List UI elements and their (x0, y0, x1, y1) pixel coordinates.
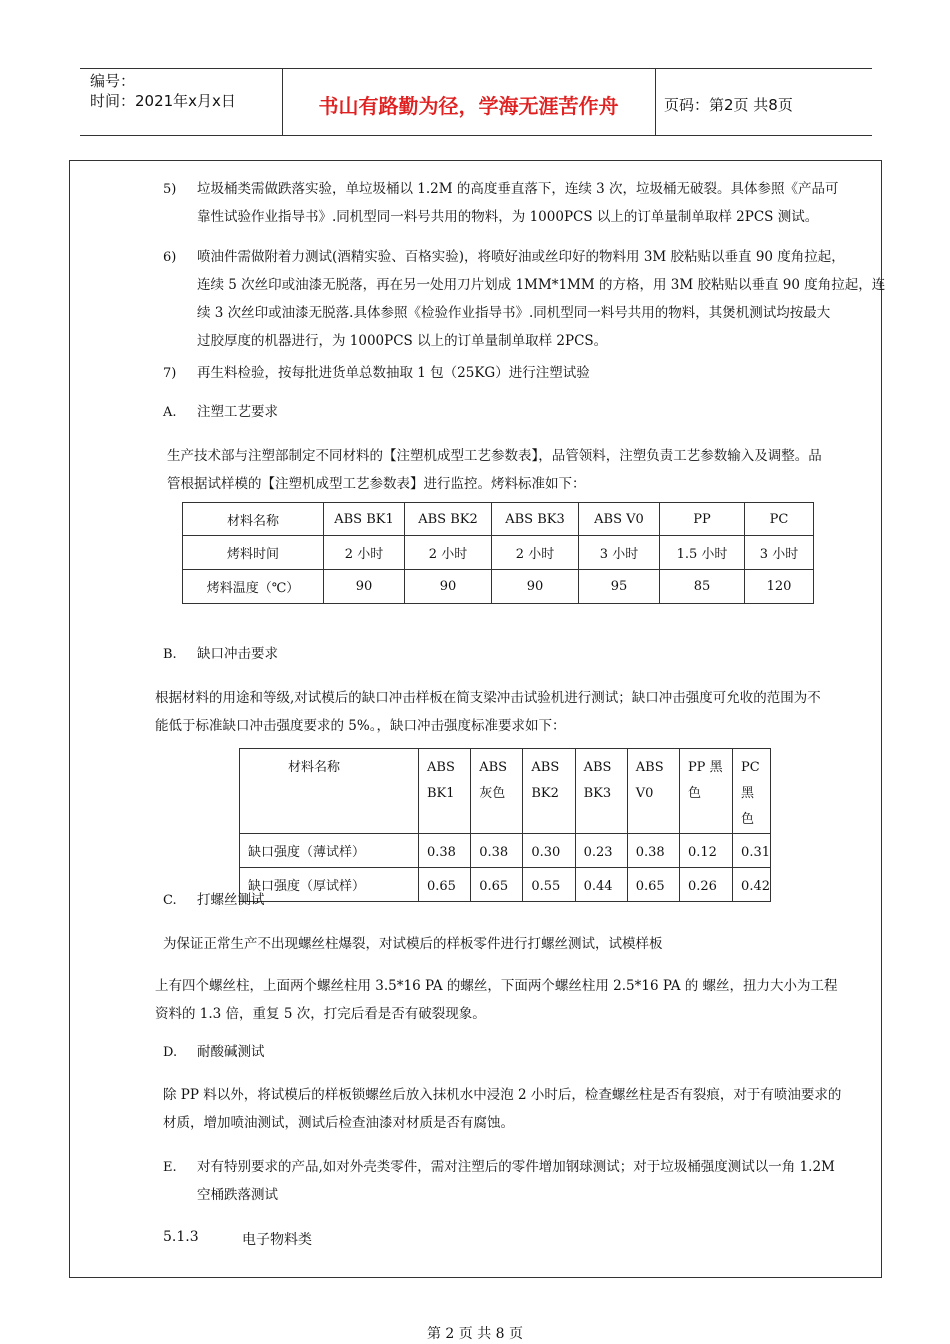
cell-text: V0 (635, 786, 654, 801)
table-cell: 0.30 (523, 834, 575, 868)
table-cell: 3 小时 (745, 536, 814, 570)
text-line: 垃圾桶类需做跌落实验，单垃圾桶以 1.2M 的高度垂直落下，连续 3 次，垃圾桶无破裂。具体参照《产品可 (197, 181, 839, 197)
section-title: 缺口冲击要求 (197, 646, 278, 662)
page-info: 页码：第2页 共8页 (664, 96, 793, 114)
table-cell: 2 小时 (324, 536, 405, 570)
cell-text: BK3 (583, 786, 612, 801)
table-cell: 1.5 小时 (660, 536, 745, 570)
section-c-paragraph (155, 972, 838, 1028)
cell-text: 灰色 (479, 786, 506, 801)
section-label: E. (163, 1160, 177, 1175)
table-cell: ABS BK2 (405, 503, 492, 536)
text-line: 资料的 1.3 倍，重复 5 次，打完后看是否有破裂现象。 (155, 1006, 486, 1022)
table-cell: PC (745, 503, 814, 536)
cell-text: BK2 (531, 786, 559, 801)
table-cell: 120 (745, 570, 814, 604)
text-line: 靠性试验作业指导书》.同机型同一料号共用的物料，为 1000PCS 以上的订单量制单取样 2PCS 测试。 (197, 209, 819, 225)
text-line: 材质，增加喷油测试，测试后检查油漆对材质是否有腐蚀。 (163, 1115, 514, 1131)
text-line: 生产技术部与注塑部制定不同材料的【注塑机成型工艺参数表】，品管领料，注塑负责工艺参数输入及调整。品 (167, 448, 822, 464)
section-a-paragraph (167, 442, 822, 498)
table-cell (419, 749, 471, 834)
table-cell: 缺口强度（薄试样） (240, 834, 419, 868)
table-cell: 0.38 (627, 834, 679, 868)
cell-text: ABS (427, 760, 455, 775)
section-c-p1: 为保证正常生产不出现螺丝柱爆裂，对试模后的样板零件进行打螺丝测试，试模样板 (163, 936, 663, 952)
table-cell: ABS BK1 (324, 503, 405, 536)
table-cell: 90 (405, 570, 492, 604)
table-cell: 2 小时 (492, 536, 579, 570)
table-cell (575, 749, 627, 834)
text-line: 过胶厚度的机器进行，为 1000PCS 以上的订单量制单取样 2PCS。 (197, 333, 608, 349)
cell-text: BK1 (427, 786, 455, 801)
table-cell: 3 小时 (579, 536, 660, 570)
table-cell: 90 (324, 570, 405, 604)
text-line: 上有四个螺丝柱，上面两个螺丝柱用 3.5*16 PA 的螺丝，下面两个螺丝柱用 2.5*16 PA 的 螺丝，扭力大小为工程 (155, 978, 838, 994)
table-cell: 90 (492, 570, 579, 604)
table-cell: 烤料温度（℃） (183, 570, 324, 604)
table-cell: 0.26 (679, 868, 732, 902)
header-top-rule (80, 68, 872, 69)
section-e-paragraph (197, 1153, 835, 1209)
table-row (183, 503, 814, 536)
table-cell: 0.55 (523, 868, 575, 902)
cell-text: ABS (479, 760, 508, 775)
section-label: A. (163, 405, 177, 420)
table-cell: 0.65 (419, 868, 471, 902)
cell-text: PC 黑 (741, 760, 760, 801)
cell-text: 色 (687, 786, 701, 801)
table-cell: 0.12 (679, 834, 732, 868)
subsection-number: 5.1.3 (163, 1229, 199, 1245)
table-row (240, 834, 771, 868)
table-cell: 95 (579, 570, 660, 604)
text-line: 除 PP 料以外，将试模后的样板锁螺丝后放入抹机水中浸泡 2 小时后，检查螺丝柱是否有裂痕，对于有喷油要求的 (163, 1087, 842, 1103)
table-cell: 0.44 (575, 868, 627, 902)
cell-text: ABS (531, 760, 560, 775)
table-cell: 0.42 (733, 868, 771, 902)
table-cell (627, 749, 679, 834)
table-cell (240, 749, 419, 834)
item-number: 5) (163, 182, 177, 197)
time-label: 时间：2021年x月x日 (90, 92, 236, 110)
table-row (240, 749, 771, 834)
table-cell: 0.31 (733, 834, 771, 868)
page-footer: 第 2 页 共 8 页 (426, 1326, 524, 1342)
table-cell: 0.38 (419, 834, 471, 868)
subsection-title: 电子物料类 (242, 1232, 312, 1248)
table-cell: 85 (660, 570, 745, 604)
section-label: C. (163, 893, 177, 908)
text-line: 管根据试样模的【注塑机成型工艺参数表】进行监控。烤料标准如下： (167, 476, 586, 492)
table-cell: 0.23 (575, 834, 627, 868)
table-cell: ABS V0 (579, 503, 660, 536)
table-cell: ABS BK3 (492, 503, 579, 536)
text-line: 能低于标准缺口冲击强度要求的 5%。，缺口冲击强度标准要求如下： (155, 718, 566, 734)
section-title: 耐酸碱测试 (197, 1044, 265, 1060)
baking-table (182, 502, 814, 604)
header-bottom-rule (80, 135, 872, 136)
text-line: 续 3 次丝印或油漆无脱落.具体参照《检验作业指导书》.同机型同一料号共用的物料，其煲机测试均按最大 (197, 305, 831, 321)
section-label: B. (163, 647, 177, 662)
table-cell (679, 749, 732, 834)
code-label: 编号： (90, 72, 136, 90)
text-line: 根据材料的用途和等级,对试模后的缺口冲击样板在简支梁冲击试验机进行测试；缺口冲击强度可允收的范围为不 (155, 690, 821, 706)
section-title: 打螺丝测试 (197, 892, 265, 908)
item-5-text (197, 175, 839, 231)
item-number: 6) (163, 250, 177, 265)
text-line: 连续 5 次丝印或油漆无脱落，再在另一处用刀片划成 1MM*1MM 的方格，用 3M 胶粘贴以垂直 90 度角拉起，连 (197, 277, 886, 293)
text-line: 空桶跌落测试 (197, 1187, 278, 1203)
cell-text: 色 (741, 812, 755, 827)
table-cell: 2 小时 (405, 536, 492, 570)
table-row (240, 868, 771, 902)
table-cell: 0.38 (471, 834, 523, 868)
header-motto: 书山有路勤为径，学海无涯苦作舟 (318, 94, 619, 118)
table-cell: 烤料时间 (183, 536, 324, 570)
item-number: 7) (163, 366, 177, 381)
header-divider (655, 68, 656, 135)
table-cell (733, 749, 771, 834)
text-line: 对有特别要求的产品,如对外壳类零件，需对注塑后的零件增加钢球测试；对于垃圾桶强度测试以一角 1.2M (197, 1159, 835, 1175)
section-d-paragraph (163, 1081, 841, 1137)
table-cell: 材料名称 (183, 503, 324, 536)
text-line: 喷油件需做附着力测试(酒精实验、百格实验)，将喷好油或丝印好的物料用 3M 胶粘贴以垂直 90 度角拉起， (197, 249, 845, 265)
section-title: 注塑工艺要求 (197, 404, 278, 420)
section-label: D. (163, 1045, 178, 1060)
item-7-text: 再生料检验，按每批进货单总数抽取 1 包（25KG）进行注塑试验 (197, 365, 590, 381)
cell-text: PP 黑 (687, 760, 723, 775)
table-cell: PP (660, 503, 745, 536)
cell-text: ABS (583, 760, 612, 775)
cell-text: ABS (635, 760, 664, 775)
impact-table (239, 748, 771, 902)
table-cell: 0.65 (471, 868, 523, 902)
table-cell (523, 749, 575, 834)
table-cell: 0.65 (627, 868, 679, 902)
cell-text: 材料名称 (288, 760, 341, 775)
item-6-text (197, 243, 885, 355)
table-row (183, 536, 814, 570)
table-row (183, 570, 814, 604)
table-cell: 缺口强度（厚试样） (240, 868, 419, 902)
section-b-paragraph (155, 684, 821, 740)
table-cell (471, 749, 523, 834)
header-left (90, 71, 236, 111)
